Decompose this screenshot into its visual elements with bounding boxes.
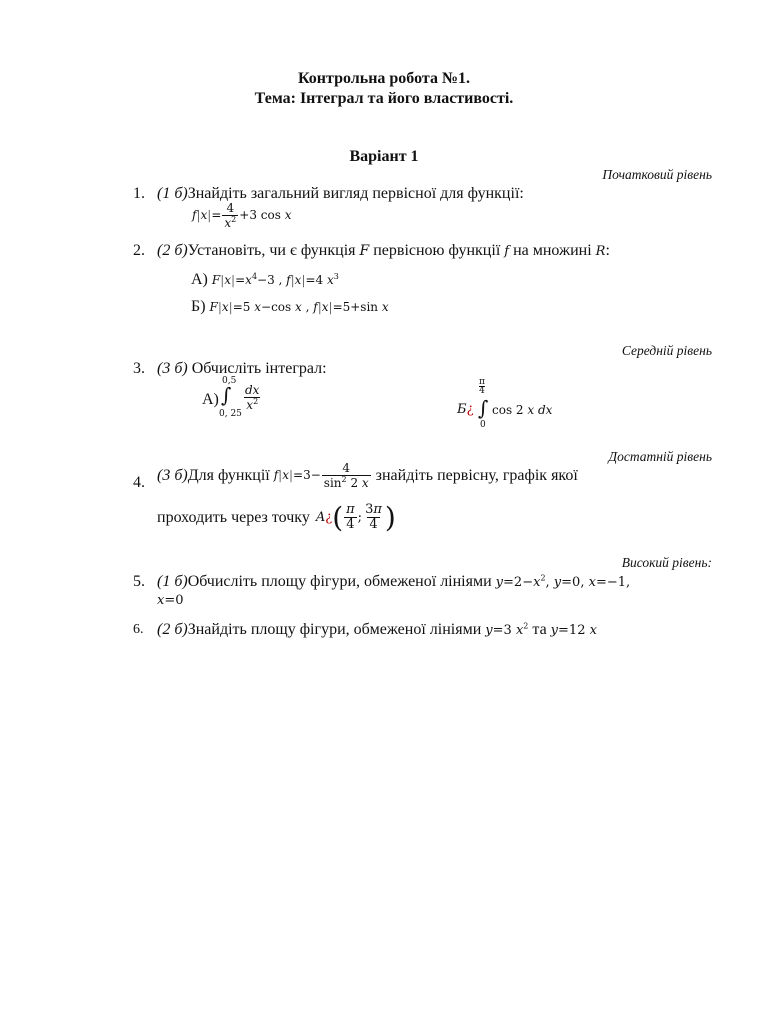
- integral-a-lower: 0, 25: [219, 409, 242, 419]
- task-6-number: 6.: [133, 622, 144, 637]
- task-3-label-a: А): [202, 391, 219, 408]
- task-2-option-b: Б) F|x|=5 x−cos x , f|x|=5+sin x: [191, 298, 389, 315]
- task-2-text-b: первісною функції: [373, 242, 501, 259]
- task-4-text-line-2: проходить через точку A ¿ ( $\frac{\pi}{4}$ ; $\frac{3\pi}{4}$ ): [157, 501, 396, 534]
- task-3-statement: Обчисліть інтеграл:: [191, 360, 327, 377]
- level-middle: Середній рівень: [621, 343, 712, 358]
- task-2-text: (2 б)Установіть, чи є функція F первісною функції f на множині R:: [157, 242, 610, 259]
- task-3-number: 3.: [133, 360, 145, 377]
- integral-b-body: cos 2 x dx: [492, 403, 553, 417]
- task-1-formula: f|x|= $\frac{4}{x^2}$ +3 cos x: [192, 201, 292, 230]
- task-3-label-b: Б¿: [457, 402, 474, 417]
- task-2-label-b: Б): [191, 298, 206, 315]
- task-5-formula-cont: x=0: [157, 593, 184, 608]
- integral-b-sign: ∫: [478, 396, 489, 420]
- task-5-points: (1 б): [157, 573, 188, 590]
- task-2-option-a: А) $F|x|=x^4-3$ , f|x|=4 $x^3$: [191, 271, 339, 288]
- level-initial: Початковий рівень: [602, 167, 712, 182]
- task-2-label-a: А): [191, 271, 208, 288]
- task-6-conj: та: [532, 621, 547, 638]
- integral-b-upper: π 4: [479, 377, 485, 396]
- task-1-number: 1.: [133, 185, 145, 202]
- task-6-text: (2 б)Знайдіть площу фігури, обмеженої лініями y=3 $x^2$ та y=12 x: [157, 621, 597, 638]
- task-2-points: (2 б): [157, 242, 188, 259]
- task-4-points: (3 б): [157, 466, 188, 484]
- page-title: Контрольна робота №1.: [297, 70, 471, 87]
- integral-a-body: $\frac{dx}{x^2}$: [245, 383, 260, 412]
- task-4-text-b: знайдіть первісну, графік якої: [375, 466, 578, 484]
- level-sufficient: Достатній рівень: [608, 449, 712, 464]
- task-2-text-c: на множині: [513, 242, 592, 259]
- task-2-text-a: Установіть, чи є функція: [187, 242, 356, 259]
- task-4-text-c: проходить через точку: [157, 508, 310, 526]
- task-3-text: [157, 360, 327, 378]
- task-5-text: (1 б)Обчисліть площу фігури, обмеженої лініями $y=2-x^2$, y=0, x=−1,: [157, 573, 631, 590]
- integral-b-lower: 0: [480, 420, 486, 430]
- task-5-statement: Обчисліть площу фігури, обмеженої лініями: [187, 573, 492, 590]
- integral-a-sign: ∫: [221, 383, 232, 407]
- task-6-statement: Знайдіть площу фігури, обмеженої лініями: [187, 621, 482, 638]
- level-high: Високий рівень:: [621, 555, 712, 570]
- task-4-text: (3 б) Для функції f|x|=3− $\frac{4}{\sin^2 2 x}$ знайдіть первісну, графік якої: [157, 461, 578, 490]
- integral-a-upper: 0,5: [222, 376, 237, 386]
- task-1-statement: Знайдіть загальний вигляд первісної для функції:: [187, 185, 524, 202]
- page-topic: Тема: Інтеграл та його властивості.: [254, 90, 514, 107]
- task-2-number: 2.: [133, 242, 145, 259]
- task-6-points: (2 б): [157, 621, 188, 638]
- task-3-points: (3 б): [157, 360, 188, 377]
- task-4-number: 4.: [133, 474, 145, 491]
- task-1-text: [157, 185, 524, 203]
- task-5-number: 5.: [133, 573, 145, 590]
- task-4-text-a: Для функції: [187, 466, 270, 484]
- task-1-points: (1 б): [157, 185, 188, 202]
- variant-heading: Варіант 1: [349, 148, 419, 165]
- task-3-label-b-text: Б: [457, 402, 467, 417]
